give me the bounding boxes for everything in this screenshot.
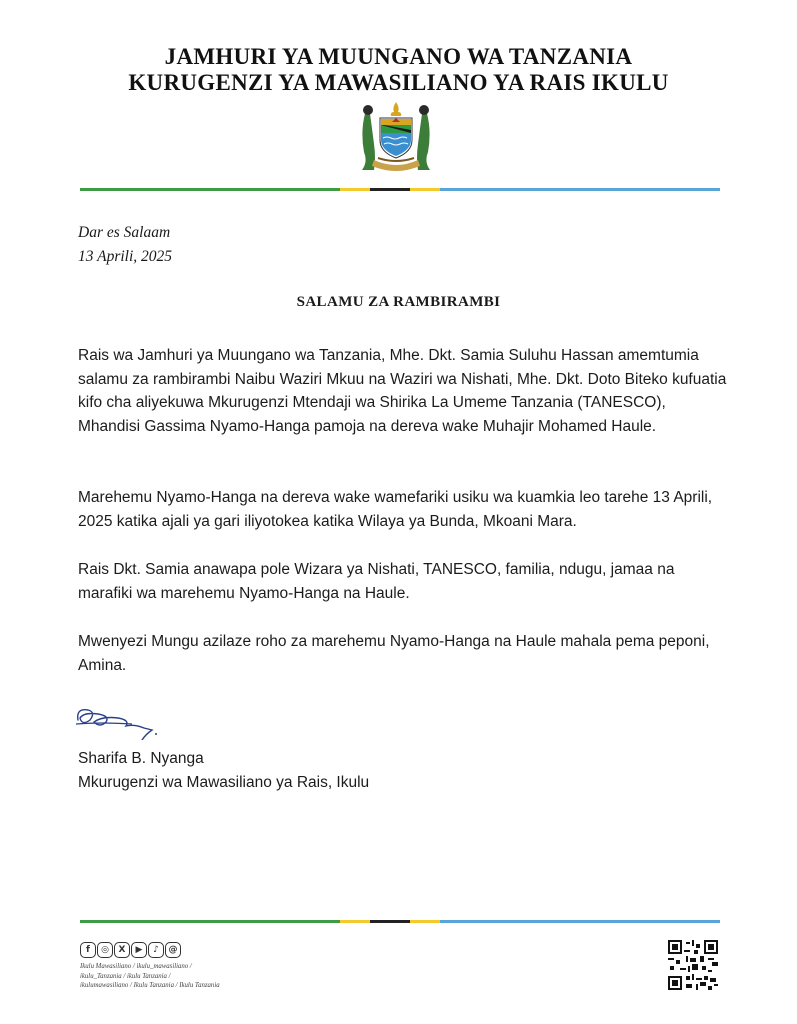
x-icon[interactable]: X <box>114 942 130 958</box>
rule-segment-yellow <box>340 920 370 923</box>
signatory-title: Mkurugenzi wa Mawasiliano ya Rais, Ikulu <box>78 774 370 791</box>
tanzania-coat-of-arms-icon <box>346 100 446 174</box>
social-icons-row <box>80 942 181 958</box>
place-date-block <box>78 221 172 269</box>
qr-code-icon[interactable] <box>668 940 718 990</box>
rule-segment-yellow <box>410 188 440 191</box>
rule-segment-green <box>80 188 340 191</box>
youtube-icon[interactable]: ▶ <box>131 942 147 958</box>
date: 13 Aprili, 2025 <box>78 248 173 265</box>
facebook-icon[interactable]: f <box>80 942 96 958</box>
document-heading: SALAMU ZA RAMBIRAMBI <box>296 294 501 310</box>
social-handles <box>80 962 280 991</box>
handles-line: ikulu_Tanzania / ikulu Tanzania / <box>80 972 171 980</box>
tiktok-icon[interactable]: ♪ <box>148 942 164 958</box>
instagram-icon[interactable]: ◎ <box>97 942 113 958</box>
header-line-2: KURUGENZI YA MAWASILIANO YA RAIS IKULU <box>128 70 669 95</box>
signatory-block <box>78 747 369 795</box>
place: Dar es Salaam <box>78 224 171 241</box>
rule-segment-blue <box>440 920 720 923</box>
rule-segment-yellow <box>410 920 440 923</box>
rule-segment-blue <box>440 188 720 191</box>
footer-divider <box>80 920 720 923</box>
body-paragraph: Mwenyezi Mungu azilaze roho za marehemu Nyamo-Hanga na Haule mahala pema peponi, Amina. <box>78 633 710 674</box>
threads-icon[interactable]: @ <box>165 942 181 958</box>
rule-segment-black <box>370 188 410 191</box>
handles-line: Ikulu Mawasiliano / ikulu_mawasiliano / <box>80 963 192 970</box>
handwritten-signature <box>72 700 164 740</box>
handles-line: ikulumawasiliano / Ikulu Tanzania / Ikulu Tanzania <box>80 982 220 989</box>
header-divider <box>80 188 720 191</box>
signatory-name: Sharifa B. Nyanga <box>78 750 204 767</box>
rule-segment-green <box>80 920 340 923</box>
rule-segment-yellow <box>340 188 370 191</box>
body-paragraph: Rais wa Jamhuri ya Muungano wa Tanzania, Mhe. Dkt. Samia Suluhu Hassan amemtumia salamu za rambirambi Naibu Waziri Mkuu na Waziri wa Nishati, Mhe. Dkt. Doto Biteko kufuatia kifo cha aliyekuwa Mkurugenzi Mtendaji wa Shirika La Umeme Tanzania (TANESCO), Mhandisi Gassima Nyamo-Hanga pamoja na dereva wake Muhajir Mohamed Haule. <box>78 347 727 435</box>
body-paragraph: Marehemu Nyamo-Hanga na dereva wake wamefariki usiku wa kuamkia leo tarehe 13 Aprili, 2025 katika ajali ya gari iliyotokea katika Wilaya ya Bunda, Mkoani Mara. <box>78 489 713 530</box>
header-line-1: JAMHURI YA MUUNGANO WA TANZANIA <box>164 44 633 69</box>
body-paragraph: Rais Dkt. Samia anawapa pole Wizara ya Nishati, TANESCO, familia, ndugu, jamaa na marafiki wa marehemu Nyamo-Hanga na Haule. <box>78 561 675 602</box>
rule-segment-black <box>370 920 410 923</box>
